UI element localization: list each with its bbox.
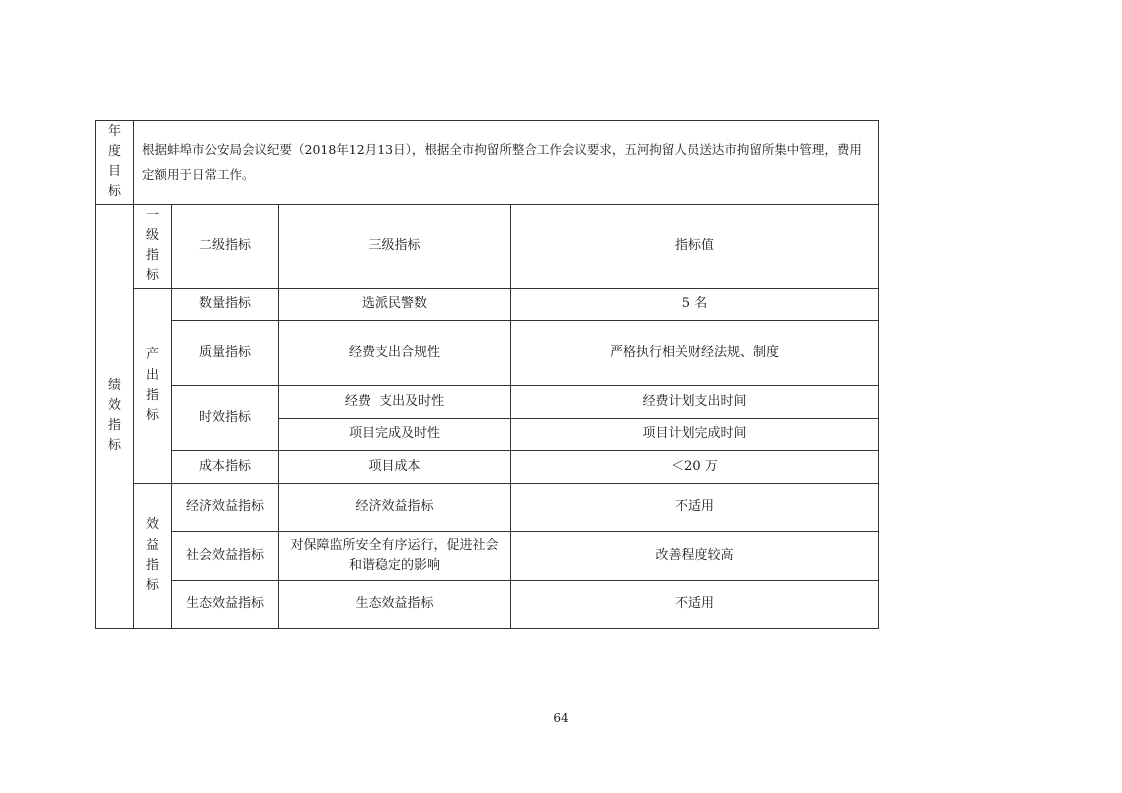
quantity-indicator-name: 数量指标 — [172, 289, 279, 321]
table-row — [96, 386, 879, 419]
table-row — [96, 532, 879, 581]
timeliness-value-1: 经费计划支出时间 — [511, 386, 879, 419]
timeliness-item-2: 项目完成及时性 — [279, 419, 511, 451]
annual-goal-text: 根据蚌埠市公安局会议纪要（2018年12月13日），根据全市拘留所整合工作会议要求，五河拘留人员送达市拘留所集中管理，费用定额用于日常工作。 — [134, 121, 879, 205]
table-row — [96, 451, 879, 484]
ecological-indicator-name: 生态效益指标 — [172, 581, 279, 629]
annual-goal-row — [96, 121, 879, 205]
performance-label-cell — [96, 205, 134, 629]
table-row — [96, 289, 879, 321]
output-label-cell — [134, 289, 172, 484]
benefit-label: 效益指标 — [145, 517, 159, 593]
quantity-indicator-value: 5 名 — [511, 289, 879, 321]
ecological-indicator-value: 不适用 — [511, 581, 879, 629]
header-level1-cell — [134, 205, 172, 289]
benefit-label-cell — [134, 484, 172, 629]
quality-indicator-value: 严格执行相关财经法规、制度 — [511, 321, 879, 386]
header-value: 指标值 — [511, 205, 879, 289]
output-label: 产出指标 — [145, 347, 159, 423]
quality-indicator-item: 经费支出合规性 — [279, 321, 511, 386]
timeliness-indicator-name: 时效指标 — [172, 386, 279, 451]
ecological-indicator-item: 生态效益指标 — [279, 581, 511, 629]
quantity-indicator-item: 选派民警数 — [279, 289, 511, 321]
economic-indicator-item: 经济效益指标 — [279, 484, 511, 532]
table-row — [96, 321, 879, 386]
cost-indicator-name: 成本指标 — [172, 451, 279, 484]
social-indicator-item: 对保障监所安全有序运行，促进社会和谐稳定的影响 — [279, 532, 511, 581]
cost-indicator-item: 项目成本 — [279, 451, 511, 484]
timeliness-item-1: 经费 支出及时性 — [279, 386, 511, 419]
timeliness-value-2: 项目计划完成时间 — [511, 419, 879, 451]
social-indicator-name: 社会效益指标 — [172, 532, 279, 581]
economic-indicator-value: 不适用 — [511, 484, 879, 532]
performance-label: 绩效指标 — [107, 377, 121, 454]
annual-goal-label: 年度目标 — [107, 123, 121, 200]
header-level2: 二级指标 — [172, 205, 279, 289]
header-row — [96, 205, 879, 289]
header-level1: 一级指标 — [145, 207, 159, 284]
table-row — [96, 484, 879, 532]
quality-indicator-name: 质量指标 — [172, 321, 279, 386]
economic-indicator-name: 经济效益指标 — [172, 484, 279, 532]
cost-indicator-value: ＜20 万 — [511, 451, 879, 484]
annual-goal-label-cell — [96, 121, 134, 205]
performance-goals-table — [95, 120, 879, 629]
table-row — [96, 581, 879, 629]
social-indicator-value: 改善程度较高 — [511, 532, 879, 581]
page-number: 64 — [553, 711, 569, 725]
header-level3: 三级指标 — [279, 205, 511, 289]
